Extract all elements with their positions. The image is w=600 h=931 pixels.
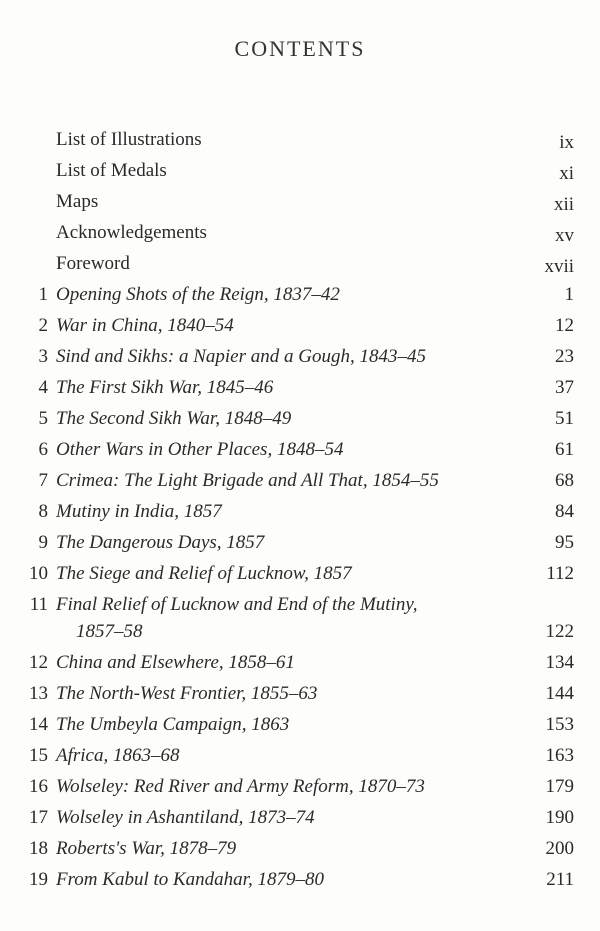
chapter-title: China and Elsewhere, 1858–61 <box>56 652 295 673</box>
toc-chapter-8[interactable] <box>0 496 600 527</box>
chapter-title: The Umbeyla Campaign, 1863 <box>56 714 290 735</box>
entry-page: xvii <box>544 256 574 277</box>
chapter-number: 6 <box>38 439 48 460</box>
chapter-page: 153 <box>545 714 574 735</box>
toc-chapter-11[interactable] <box>0 589 600 647</box>
toc-chapter-17[interactable] <box>0 802 600 833</box>
chapter-number: 5 <box>38 408 48 429</box>
toc-chapter-19[interactable] <box>0 864 600 895</box>
toc-entry-list-of-illustrations[interactable] <box>0 124 600 155</box>
entry-title: List of Illustrations <box>56 129 202 150</box>
toc-chapter-3[interactable] <box>0 341 600 372</box>
toc-chapter-7[interactable] <box>0 465 600 496</box>
chapter-number: 11 <box>29 594 48 615</box>
chapter-title: Sind and Sikhs: a Napier and a Gough, 1843–45 <box>56 346 426 367</box>
chapter-page: 12 <box>555 315 574 336</box>
chapter-title-line-1: Final Relief of Lucknow and End of the Mutiny, <box>56 594 418 615</box>
toc-chapter-18[interactable] <box>0 833 600 864</box>
toc-chapter-13[interactable] <box>0 678 600 709</box>
toc-entry-list-of-medals[interactable] <box>0 155 600 186</box>
toc-chapter-9[interactable] <box>0 527 600 558</box>
chapter-page: 190 <box>545 807 574 828</box>
chapter-title: The Siege and Relief of Lucknow, 1857 <box>56 563 352 584</box>
chapter-title: The Second Sikh War, 1848–49 <box>56 408 292 429</box>
chapter-number: 4 <box>38 377 48 398</box>
toc-chapter-4[interactable] <box>0 372 600 403</box>
chapter-page: 23 <box>555 346 574 367</box>
toc-chapter-16[interactable] <box>0 771 600 802</box>
chapter-title: The First Sikh War, 1845–46 <box>56 377 274 398</box>
toc-chapter-10[interactable] <box>0 558 600 589</box>
entry-title: Foreword <box>56 253 130 274</box>
toc-entry-acknowledgements[interactable] <box>0 217 600 248</box>
chapter-number: 10 <box>29 563 48 584</box>
chapter-number: 13 <box>29 683 48 704</box>
chapter-number: 18 <box>29 838 48 859</box>
chapter-page: 1 <box>564 284 574 305</box>
chapter-number: 15 <box>29 745 48 766</box>
chapter-page: 95 <box>555 532 574 553</box>
chapter-number: 2 <box>38 315 48 336</box>
chapter-number: 12 <box>29 652 48 673</box>
chapter-number: 3 <box>38 346 48 367</box>
chapter-title: Wolseley in Ashantiland, 1873–74 <box>56 807 315 828</box>
chapter-number: 7 <box>38 470 48 491</box>
chapter-page: 122 <box>545 621 574 642</box>
toc-chapter-6[interactable] <box>0 434 600 465</box>
chapter-page: 134 <box>545 652 574 673</box>
chapter-title: War in China, 1840–54 <box>56 315 234 336</box>
toc-chapter-1[interactable] <box>0 279 600 310</box>
chapter-page: 51 <box>555 408 574 429</box>
toc-entry-foreword[interactable] <box>0 248 600 279</box>
page-title: CONTENTS <box>234 36 366 61</box>
toc-chapter-2[interactable] <box>0 310 600 341</box>
toc-chapter-15[interactable] <box>0 740 600 771</box>
chapter-title: Other Wars in Other Places, 1848–54 <box>56 439 344 460</box>
chapter-number: 8 <box>38 501 48 522</box>
chapter-page: 200 <box>545 838 574 859</box>
entry-title: List of Medals <box>56 160 167 181</box>
chapter-page: 144 <box>545 683 574 704</box>
table-of-contents <box>0 124 600 895</box>
entry-page: xv <box>555 225 574 246</box>
entry-title: Acknowledgements <box>56 222 207 243</box>
chapter-number: 14 <box>29 714 48 735</box>
toc-chapter-5[interactable] <box>0 403 600 434</box>
chapter-page: 112 <box>546 563 574 584</box>
entry-page: xi <box>559 163 574 184</box>
chapter-title: Wolseley: Red River and Army Reform, 1870–73 <box>56 776 425 797</box>
chapter-title: The North-West Frontier, 1855–63 <box>56 683 318 704</box>
chapter-title-line-2: 1857–58 <box>76 621 143 642</box>
chapter-page: 37 <box>555 377 574 398</box>
toc-entry-maps[interactable] <box>0 186 600 217</box>
chapter-title: Roberts's War, 1878–79 <box>56 838 237 859</box>
chapter-title <box>56 591 536 645</box>
chapter-title: The Dangerous Days, 1857 <box>56 532 265 553</box>
chapter-page: 179 <box>545 776 574 797</box>
chapter-page: 84 <box>555 501 574 522</box>
entry-page: xii <box>553 194 574 215</box>
chapter-title: Africa, 1863–68 <box>56 745 180 766</box>
chapter-title: Mutiny in India, 1857 <box>56 501 222 522</box>
chapter-page: 211 <box>546 869 574 890</box>
chapter-title: Crimea: The Light Brigade and All That, 1854–55 <box>56 470 439 491</box>
entry-title: Maps <box>56 191 99 212</box>
chapter-title: Opening Shots of the Reign, 1837–42 <box>56 284 340 305</box>
chapter-number: 17 <box>29 807 48 828</box>
chapter-title: From Kabul to Kandahar, 1879–80 <box>56 869 324 890</box>
entry-page: ix <box>559 132 574 153</box>
toc-chapter-12[interactable] <box>0 647 600 678</box>
chapter-page: 61 <box>555 439 574 460</box>
chapter-page: 68 <box>555 470 574 491</box>
chapter-page: 163 <box>545 745 574 766</box>
chapter-number: 19 <box>29 869 48 890</box>
toc-chapter-14[interactable] <box>0 709 600 740</box>
chapter-number: 16 <box>29 776 48 797</box>
chapter-number: 1 <box>38 284 48 305</box>
chapter-number: 9 <box>38 532 48 553</box>
